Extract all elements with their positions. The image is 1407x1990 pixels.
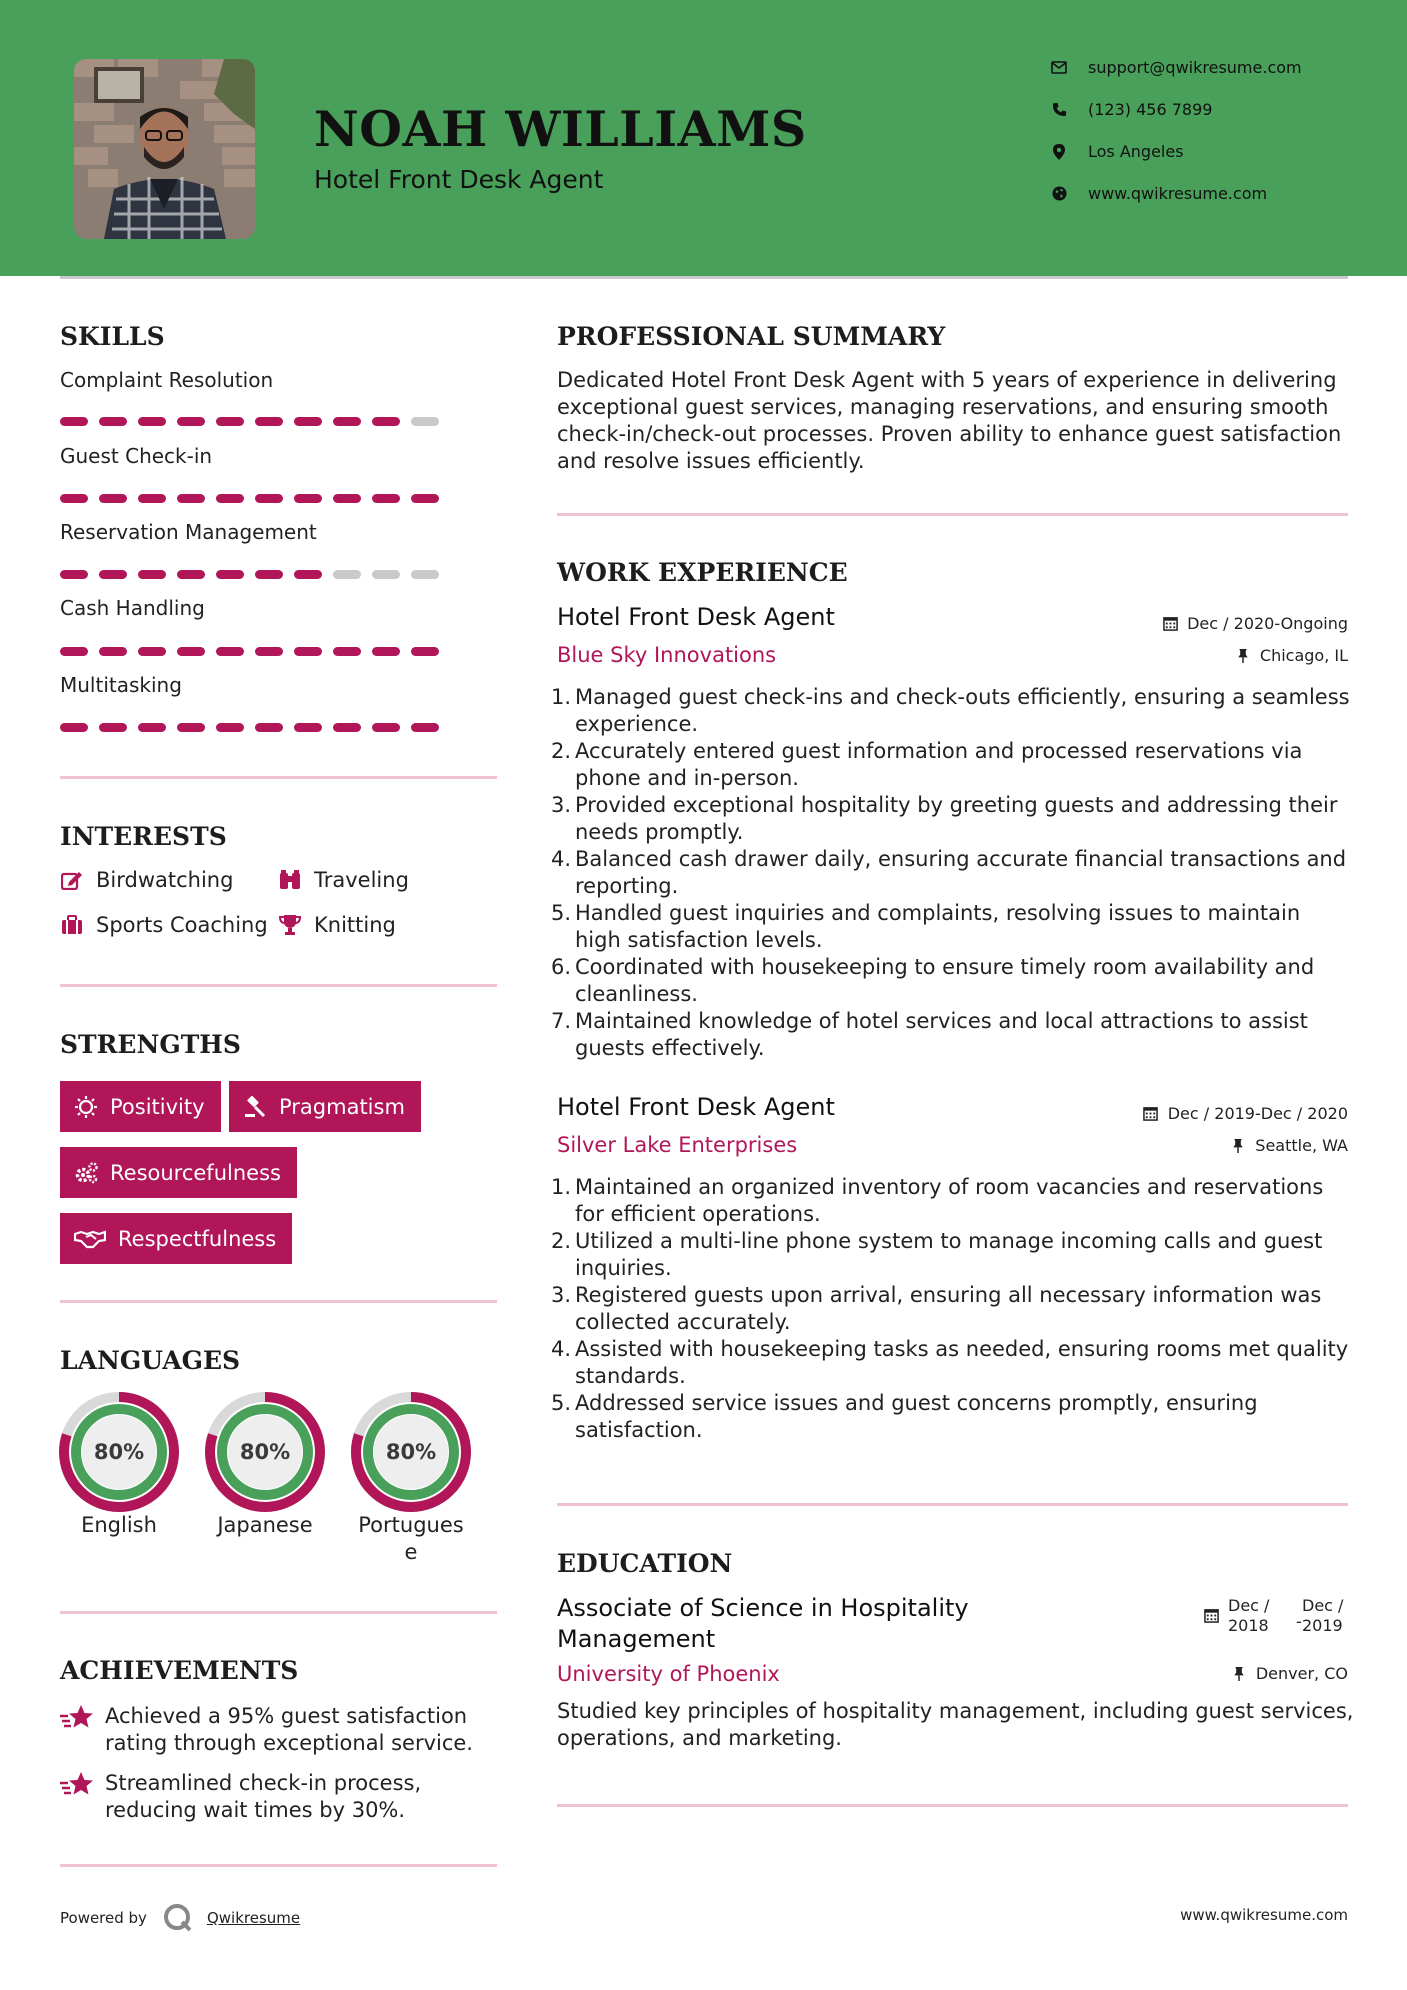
binoculars-icon: [278, 868, 302, 892]
skill-dot-filled: [177, 417, 205, 426]
interest-item: Sports Coaching: [60, 913, 268, 937]
star-award-icon: [60, 1703, 94, 1733]
education-heading: EDUCATION: [557, 1549, 733, 1578]
skill-dot-filled: [411, 494, 439, 503]
pushpin-icon: [1235, 648, 1251, 664]
powered-by: Powered by Qwikresume: [60, 1903, 300, 1933]
skill-dot-filled: [216, 417, 244, 426]
list-item: 3. Provided exceptional hospitality by greeting guests and addressing their needs promptly.: [550, 793, 1338, 844]
skill-dot-filled: [216, 494, 244, 503]
contact-location: [1050, 142, 1184, 161]
language-percent: 80%: [93, 1440, 145, 1464]
skill-dot-filled: [177, 647, 205, 656]
language-percent: 80%: [385, 1440, 437, 1464]
skill-dot-filled: [255, 647, 283, 656]
skill-dot-filled: [138, 494, 166, 503]
skill-dot-filled: [216, 723, 244, 732]
education-dates: Dec / 2018 - Dec / 2019: [1203, 1596, 1348, 1636]
job-dates: Dec / 2020-Ongoing: [1162, 614, 1348, 633]
skill-label: Cash Handling: [60, 596, 205, 620]
pushpin-icon: [1230, 1138, 1246, 1154]
interests-heading: INTERESTS: [60, 822, 227, 851]
company-name: Silver Lake Enterprises: [557, 1133, 798, 1157]
education-location: Denver, CO: [1231, 1664, 1348, 1683]
list-item: 6. Coordinated with housekeeping to ensure timely room availability and cleanliness.: [550, 955, 1315, 1006]
envelope-icon: [1050, 59, 1068, 77]
strengths-heading: STRENGTHS: [60, 1030, 241, 1059]
star-award-icon: [60, 1770, 94, 1800]
edit-icon: [60, 868, 84, 892]
skill-dot-filled: [294, 647, 322, 656]
list-item: 4. Balanced cash drawer daily, ensuring accurate financial transactions and reporting.: [550, 847, 1347, 898]
contact-phone[interactable]: [1050, 100, 1212, 119]
skill-dot-filled: [372, 417, 400, 426]
job-title: Hotel Front Desk Agent: [557, 603, 835, 631]
map-pin-icon: [1050, 143, 1068, 161]
skill-dot-filled: [99, 570, 127, 579]
briefcase-icon: [60, 913, 84, 937]
skill-dot-filled: [411, 723, 439, 732]
list-item: 1. Managed guest check-ins and check-outs efficiently, ensuring a seamless experience.: [550, 685, 1350, 736]
skill-dot-filled: [60, 494, 88, 503]
skill-label: Complaint Resolution: [60, 368, 274, 392]
contact-email-text: support@qwikresume.com: [1088, 58, 1302, 77]
section-divider: [60, 776, 497, 779]
trophy-icon: [278, 913, 302, 937]
section-divider: [60, 1611, 497, 1614]
skill-dot-filled: [138, 570, 166, 579]
skill-dot-filled: [60, 417, 88, 426]
skills-heading: SKILLS: [60, 322, 165, 351]
qwikresume-logo-icon: [163, 1903, 193, 1933]
language-gauge: [58, 1391, 180, 1513]
skill-dot-filled: [177, 494, 205, 503]
job-responsibilities: [550, 684, 1357, 1062]
section-divider: [60, 1864, 497, 1867]
language-percent: 80%: [239, 1440, 291, 1464]
interest-item: Knitting: [278, 913, 396, 937]
skill-dot-filled: [60, 647, 88, 656]
achievement-item: Streamlined check-in process, reducing wait times by 30%.: [60, 1770, 500, 1824]
skill-dot-filled: [216, 570, 244, 579]
skill-dot-filled: [60, 723, 88, 732]
list-item: 2. Accurately entered guest information and processed reservations via phone and in-person.: [550, 739, 1303, 790]
calendar-icon: [1143, 1106, 1159, 1122]
list-item: 5. Handled guest inquiries and complaints, resolving issues to maintain high satisfaction levels.: [550, 901, 1301, 952]
skill-label: Reservation Management: [60, 520, 317, 544]
interest-item: Birdwatching: [60, 868, 233, 892]
list-item: 2. Utilized a multi-line phone system to manage incoming calls and guest inquiries.: [550, 1229, 1323, 1280]
skill-dot-empty: [372, 570, 400, 579]
contact-location-text: Los Angeles: [1088, 142, 1184, 161]
skill-dot-filled: [333, 647, 361, 656]
strength-badge: Respectfulness: [60, 1213, 292, 1264]
calendar-icon: [1162, 616, 1178, 632]
skill-dot-filled: [177, 570, 205, 579]
section-divider: [557, 513, 1348, 516]
skill-dot-filled: [99, 723, 127, 732]
skill-dot-filled: [294, 417, 322, 426]
skill-dot-filled: [138, 417, 166, 426]
languages-heading: LANGUAGES: [60, 1346, 241, 1375]
skill-dot-filled: [255, 723, 283, 732]
skill-dot-empty: [411, 570, 439, 579]
skill-dot-filled: [60, 570, 88, 579]
skill-label: Guest Check-in: [60, 444, 213, 468]
skill-dot-filled: [255, 570, 283, 579]
phone-icon: [1050, 101, 1068, 119]
skill-dot-filled: [411, 647, 439, 656]
skill-dot-empty: [333, 570, 361, 579]
skill-dot-filled: [99, 647, 127, 656]
skill-dot-filled: [294, 570, 322, 579]
skill-dot-filled: [138, 647, 166, 656]
job-location: Seattle, WA: [1230, 1136, 1348, 1155]
skill-dot-filled: [99, 494, 127, 503]
skill-rating: [60, 417, 439, 426]
skill-dot-filled: [255, 494, 283, 503]
section-divider: [557, 1503, 1348, 1506]
skill-dot-filled: [138, 723, 166, 732]
skill-dot-filled: [216, 647, 244, 656]
skill-dot-filled: [333, 723, 361, 732]
globe-icon: [1050, 185, 1068, 203]
handshake-icon: [74, 1227, 106, 1251]
skill-dot-filled: [333, 494, 361, 503]
company-name: Blue Sky Innovations: [557, 643, 777, 667]
contact-website-text: www.qwikresume.com: [1088, 184, 1268, 203]
header-banner: [0, 0, 1407, 276]
section-divider: [557, 1804, 1348, 1807]
language-gauge: [350, 1391, 472, 1513]
list-item: 7. Maintained knowledge of hotel services and local attractions to assist guests effectively.: [550, 1009, 1308, 1060]
job-location: Chicago, IL: [1235, 646, 1348, 665]
strength-badge: Positivity: [60, 1081, 221, 1132]
skill-dot-filled: [372, 647, 400, 656]
profile-photo: [74, 59, 255, 239]
contact-phone-text: (123) 456 7899: [1088, 100, 1213, 119]
skill-label: Multitasking: [60, 673, 182, 697]
qwikresume-link[interactable]: Qwikresume: [206, 1909, 301, 1927]
pushpin-icon: [1231, 1666, 1247, 1682]
summary-text: Dedicated Hotel Front Desk Agent with 5 years of experience in delivering exceptional guest services, managing reservations, and ensuring smooth check-in/check-out processes. Proven ability to enhance guest satisfaction and resolve issues efficiently.: [557, 368, 1342, 473]
job-dates: Dec / 2019-Dec / 2020: [1143, 1104, 1348, 1123]
header-divider: [60, 276, 1348, 279]
achievement-item: Achieved a 95% guest satisfaction rating through exceptional service.: [60, 1703, 500, 1757]
list-item: 4. Assisted with housekeeping tasks as needed, ensuring rooms met quality standards.: [550, 1337, 1349, 1388]
degree-title: Associate of Science in Hospitality Management: [557, 1594, 969, 1653]
skill-rating: [60, 570, 439, 579]
summary-heading: PROFESSIONAL SUMMARY: [557, 322, 946, 351]
skill-dot-filled: [372, 494, 400, 503]
list-item: 1. Maintained an organized inventory of room vacancies and reservations for efficient operations.: [550, 1175, 1324, 1226]
strength-badge: Resourcefulness: [60, 1147, 297, 1198]
skill-dot-filled: [177, 723, 205, 732]
skill-dot-filled: [372, 723, 400, 732]
skill-dot-filled: [333, 417, 361, 426]
language-gauge: [204, 1391, 326, 1513]
skill-dot-filled: [294, 723, 322, 732]
school-name: University of Phoenix: [557, 1662, 780, 1686]
skill-dot-empty: [411, 417, 439, 426]
skill-dot-filled: [255, 417, 283, 426]
job-responsibilities: [550, 1174, 1357, 1444]
candidate-name: NOAH WILLIAMS: [314, 100, 807, 158]
cogs-icon: [74, 1161, 98, 1185]
candidate-title: Hotel Front Desk Agent: [314, 165, 604, 194]
skill-rating: [60, 647, 439, 656]
section-divider: [60, 984, 497, 987]
experience-heading: WORK EXPERIENCE: [557, 558, 848, 587]
contact-email[interactable]: [1050, 58, 1302, 77]
contact-website[interactable]: [1050, 184, 1267, 203]
section-divider: [60, 1300, 497, 1303]
calendar-icon: [1203, 1607, 1219, 1623]
job-title: Hotel Front Desk Agent: [557, 1093, 835, 1121]
interest-item: Traveling: [278, 868, 409, 892]
achievements-heading: ACHIEVEMENTS: [60, 1656, 299, 1685]
strength-badge: Pragmatism: [229, 1081, 421, 1132]
skill-rating: [60, 723, 439, 732]
skill-dot-filled: [99, 417, 127, 426]
education-description: Studied key principles of hospitality management, including guest services, operations, and marketing.: [557, 1699, 1354, 1750]
sun-icon: [74, 1095, 98, 1119]
skill-dot-filled: [294, 494, 322, 503]
footer-website[interactable]: www.qwikresume.com: [1180, 1906, 1348, 1924]
language-name: Japanese: [217, 1513, 313, 1537]
language-name: Portugues e: [358, 1513, 464, 1564]
language-name: English: [81, 1513, 157, 1537]
list-item: 5. Addressed service issues and guest concerns promptly, ensuring satisfaction.: [550, 1391, 1258, 1442]
gavel-icon: [243, 1095, 267, 1119]
skill-rating: [60, 494, 439, 503]
list-item: 3. Registered guests upon arrival, ensuring all necessary information was collected accurately.: [550, 1283, 1322, 1334]
